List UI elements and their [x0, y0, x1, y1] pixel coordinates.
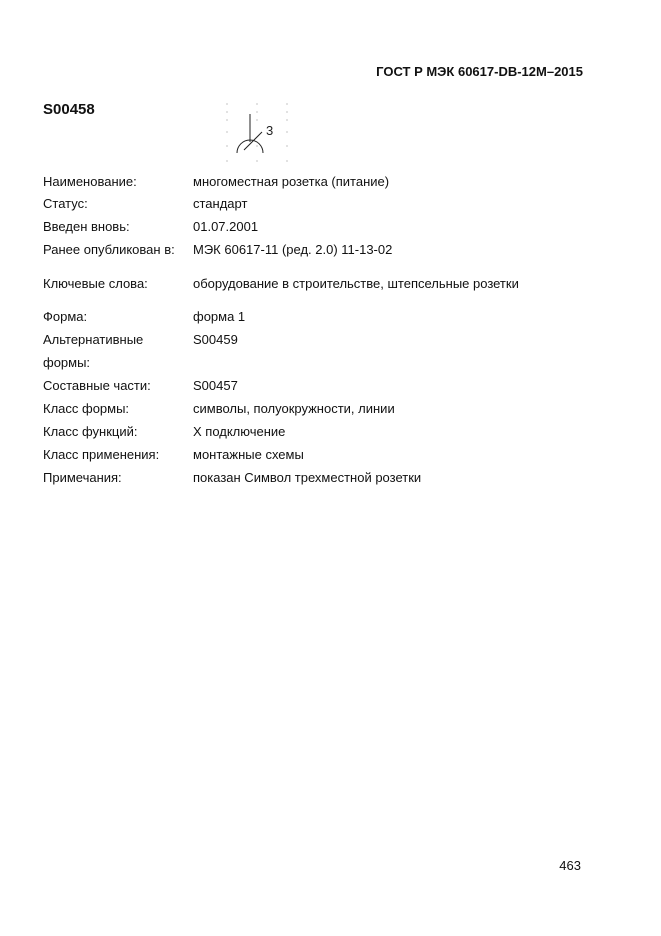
field-value: X подключение	[193, 424, 286, 439]
document-header: ГОСТ Р МЭК 60617-DB-12M–2015	[376, 64, 583, 79]
field-value: монтажные схемы	[193, 447, 304, 462]
symbol-code: S00458	[43, 101, 95, 118]
field-label: Введен вновь:	[43, 219, 130, 234]
field-value: показан Символ трехместной розетки	[193, 470, 422, 485]
field-value: символы, полуокружности, линии	[193, 401, 395, 416]
field-value: S00457	[193, 378, 238, 393]
field-value: МЭК 60617-11 (ред. 2.0) 11-13-02	[193, 242, 393, 257]
field-label: Ранее опубликован в:	[43, 242, 175, 257]
symbol-label: 3	[266, 123, 274, 138]
field-label: Класс применения:	[43, 447, 160, 462]
field-value: стандарт	[193, 196, 248, 211]
field-label: Класс функций:	[43, 424, 138, 439]
field-label: Класс формы:	[43, 401, 130, 416]
field-value: оборудование в строительстве, штепсельные розетки	[193, 276, 519, 291]
field-value: 01.07.2001	[193, 219, 259, 234]
field-value: форма 1	[193, 309, 246, 324]
socket-symbol-icon	[220, 98, 295, 168]
field-label: Альтернативные	[43, 332, 144, 347]
field-value: многоместная розетка (питание)	[193, 174, 390, 189]
field-label: формы:	[43, 355, 91, 370]
field-label: Примечания:	[43, 470, 122, 485]
field-label: Ключевые слова:	[43, 276, 148, 291]
field-value: S00459	[193, 332, 238, 347]
field-label: Форма:	[43, 309, 88, 324]
field-label: Составные части:	[43, 378, 151, 393]
page-number: 463	[559, 858, 581, 873]
field-label: Статус:	[43, 196, 88, 211]
field-label: Наименование:	[43, 174, 137, 189]
